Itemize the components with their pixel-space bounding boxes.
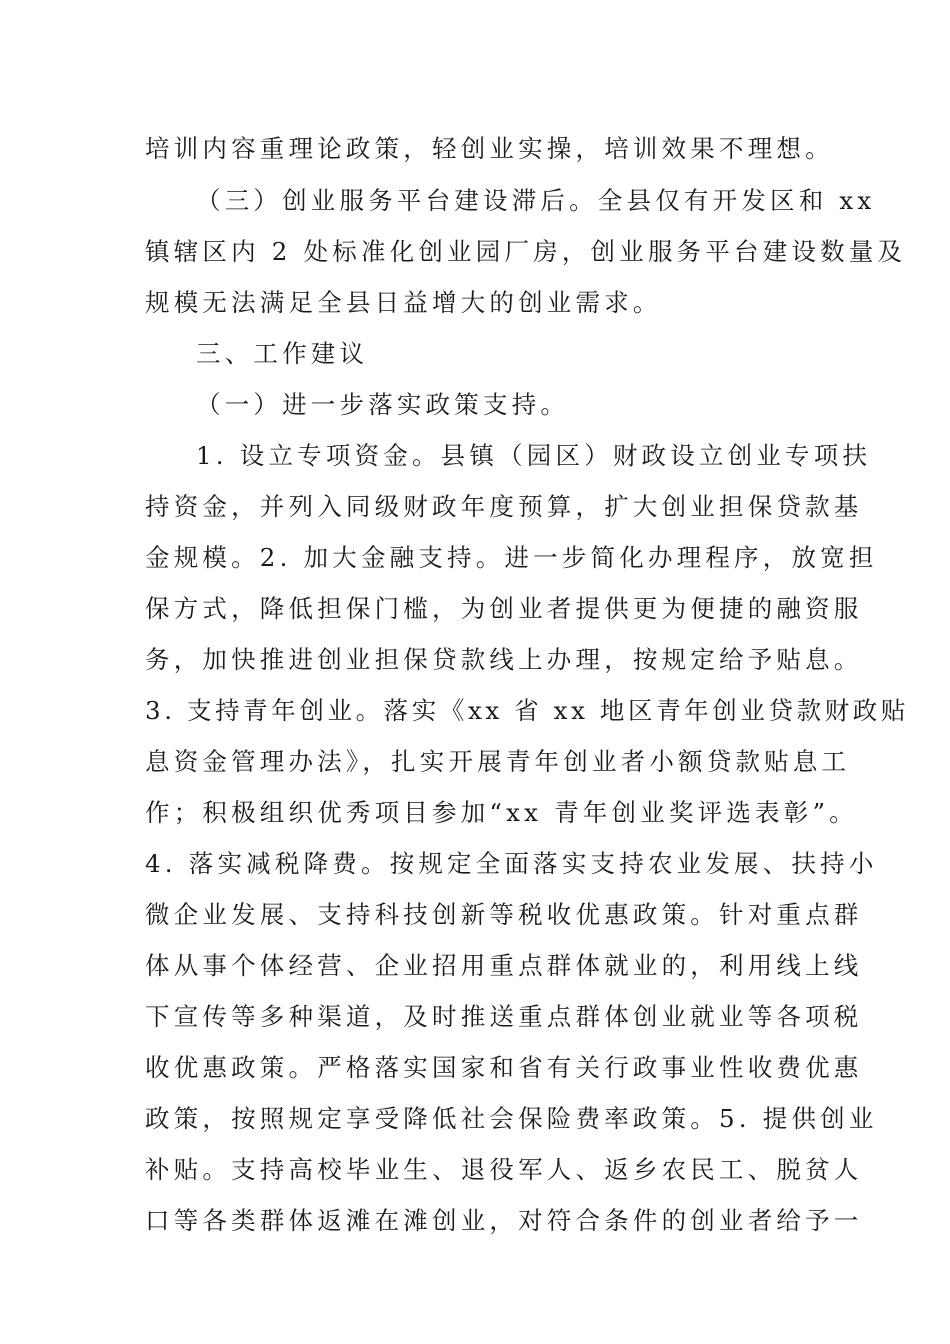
text-line: 口等各类群体返滩在滩创业，对符合条件的创业者给予一 [145, 1206, 863, 1235]
text-line: （三）创业服务平台建设滞后。全县仅有开发区和 xx [196, 186, 876, 215]
text-line: 金规模。2. 加大金融支持。进一步简化办理程序，放宽担 [145, 543, 878, 572]
text-line: 持资金，并列入同级财政年度预算，扩大创业担保贷款基 [145, 492, 863, 521]
section-heading: 三、工作建议 [196, 339, 369, 368]
text-line: 务，加快推进创业担保贷款线上办理，按规定给予贴息。 [145, 645, 863, 674]
text-line: 下宣传等多种渠道，及时推送重点群体创业就业等各项税 [145, 1002, 863, 1031]
text-line: 规模无法满足全县日益增大的创业需求。 [145, 288, 662, 317]
text-line: 收优惠政策。严格落实国家和省有关行政事业性收费优惠 [145, 1053, 863, 1082]
text-line: 保方式，降低担保门槛，为创业者提供更为便捷的融资服 [145, 594, 863, 623]
text-line: 镇辖区内 2 处标准化创业园厂房，创业服务平台建设数量及 [145, 237, 907, 266]
text-line: 1. 设立专项资金。县镇（园区）财政设立创业专项扶 [196, 441, 872, 470]
text-line: 3. 支持青年创业。落实《xx 省 xx 地区青年创业贷款财政贴 [145, 696, 909, 725]
text-line: 微企业发展、支持科技创新等税收优惠政策。针对重点群 [145, 900, 863, 929]
text-line: 体从事个体经营、企业招用重点群体就业的，利用线上线 [145, 951, 863, 980]
subsection-heading: （一）进一步落实政策支持。 [196, 390, 570, 419]
text-line: 政策，按照规定享受降低社会保险费率政策。5. 提供创业 [145, 1104, 878, 1133]
text-line: 息资金管理办法》，扎实开展青年创业者小额贷款贴息工 [145, 747, 851, 776]
text-line: 培训内容重理论政策，轻创业实操，培训效果不理想。 [145, 134, 834, 163]
text-line: 补贴。支持高校毕业生、退役军人、返乡农民工、脱贫人 [145, 1155, 863, 1184]
text-line: 作；积极组织优秀项目参加“xx 青年创业奖评选表彰”。 [145, 798, 858, 827]
text-line: 4. 落实减税降费。按规定全面落实支持农业发展、扶持小 [145, 849, 878, 878]
